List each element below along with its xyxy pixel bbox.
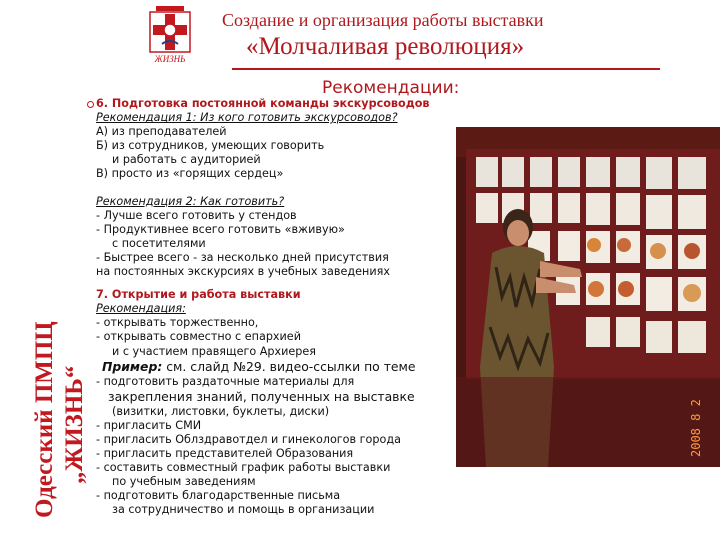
organization-name-line-1: Одесский ПМПЦ xyxy=(31,321,58,518)
section-6-heading-text: 6. Подготовка постоянной команды экскурсоводов xyxy=(96,97,430,110)
section-7-heading: 7. Открытие и работа выставки xyxy=(96,288,301,302)
list-item: и с участием правящего Архиерея xyxy=(112,344,316,358)
section-6-heading xyxy=(96,97,456,111)
list-item: - подготовить раздаточные материалы для xyxy=(96,374,355,388)
list-item: - пригласить СМИ xyxy=(96,418,202,432)
recommendation-1-text: Из кого готовить экскурсоводов? xyxy=(196,111,398,125)
logo-caption: ЖИЗНЬ xyxy=(154,54,186,64)
recommendation-3-label: Рекомендация: xyxy=(96,302,186,316)
list-item: - составить совместный график работы выставки xyxy=(96,461,391,475)
exhibition-photo xyxy=(456,127,720,467)
organization-name-line-2: „ЖИЗНЬ“ xyxy=(61,365,88,484)
list-item: А) из преподавателей xyxy=(96,125,227,139)
example-label: Пример: xyxy=(102,358,163,374)
subtitle: Рекомендации: xyxy=(322,78,460,98)
list-item: и работать с аудиторией xyxy=(112,153,261,167)
list-item: с посетителями xyxy=(112,236,206,250)
cross-emblem-icon xyxy=(148,4,192,66)
list-item: закрепления знаний, полученных на выставке xyxy=(108,388,415,404)
list-item: (визитки, листовки, буклеты, диски) xyxy=(112,404,330,418)
list-item: за сотрудничество и помощь в организации xyxy=(112,503,375,517)
list-item: - подготовить благодарственные письма xyxy=(96,489,341,503)
example-text: см. слайд №29. видео-ссылки по теме xyxy=(162,358,416,374)
list-item: - пригласить Облздравотдел и гинекологов города xyxy=(96,432,401,446)
list-item: В) просто из «горящих сердец» xyxy=(96,167,284,181)
list-item: - Продуктивнее всего готовить «вживую» xyxy=(96,222,345,236)
recommendation-2 xyxy=(96,195,456,209)
vertical-organization-name xyxy=(30,321,90,518)
recommendation-2-text: Как готовить? xyxy=(196,194,285,208)
recommendations-text xyxy=(96,97,456,517)
list-item: - Быстрее всего - за несколько дней присутствия xyxy=(96,250,389,264)
photo-date-stamp: 2008 8 2 xyxy=(689,399,703,457)
list-item: на постоянных экскурсиях в учебных заведениях xyxy=(96,265,390,279)
recommendation-2-label: Рекомендация 2: xyxy=(96,194,197,208)
list-item: - открывать торжественно, xyxy=(96,316,259,330)
recommendation-1-label: Рекомендация 1: xyxy=(96,111,197,125)
title-line-2: «Молчаливая революция» xyxy=(246,33,525,60)
example-line xyxy=(96,359,456,375)
title-divider xyxy=(232,68,660,70)
recommendation-1 xyxy=(96,111,456,125)
list-item: - пригласить представителей Образования xyxy=(96,446,354,460)
list-item: Б) из сотрудников, умеющих говорить xyxy=(96,139,325,153)
bullet-icon xyxy=(87,101,94,108)
list-item: - открывать совместно с епархией xyxy=(96,330,301,344)
list-item: - Лучше всего готовить у стендов xyxy=(96,208,297,222)
list-item: по учебным заведениям xyxy=(112,475,256,489)
title-line-1: Создание и организация работы выставки xyxy=(222,10,544,30)
